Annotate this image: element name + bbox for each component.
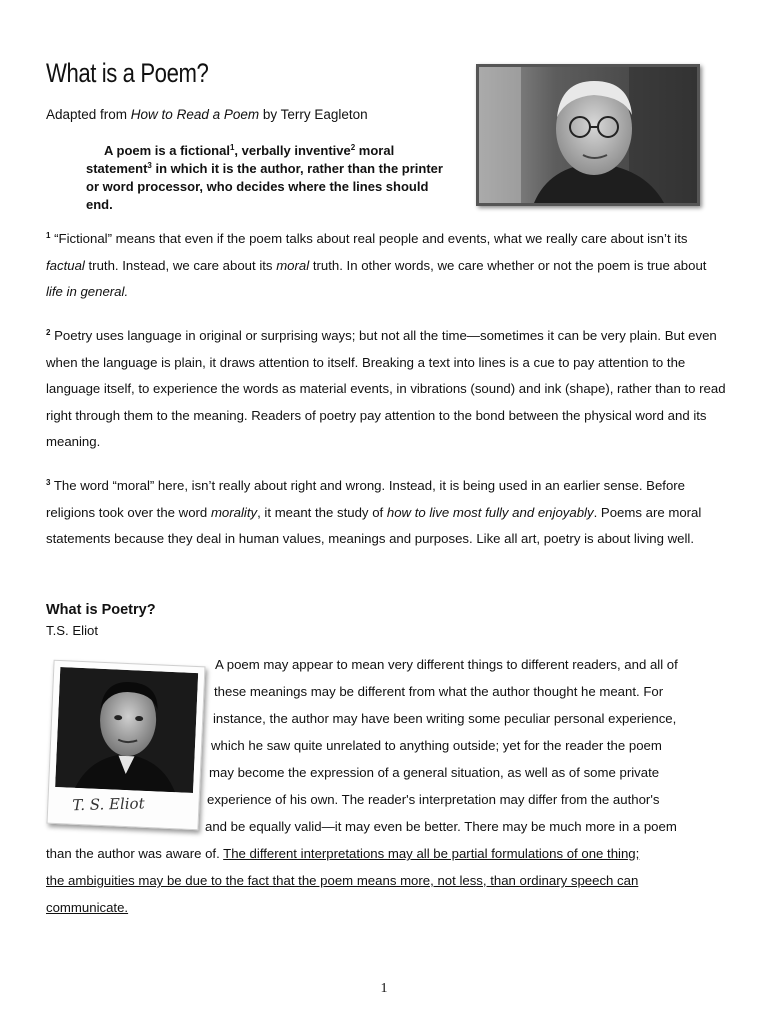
footnote-text: truth. Instead, we care about its <box>84 257 277 273</box>
footnote-emphasis: life in general. <box>46 284 129 300</box>
portrait-image <box>55 667 198 793</box>
source-line <box>46 107 368 122</box>
eliot-line: the ambiguities may be due to the fact that the poem means more, not less, than ordinary speech can <box>46 873 639 888</box>
page-number: 1 <box>380 981 388 996</box>
section-heading: What is Poetry? <box>46 602 156 618</box>
footnote-text: truth. In other words, we care whether or not the poem is true about <box>309 257 707 273</box>
section-author: T.S. Eliot <box>46 623 99 638</box>
footnote-text: Poetry uses language in original or surprising ways; but not all the time—sometimes it can be very plain. But even when the language is plain, it draws attention to itself. Breaking a text into lines is a cue to pay attention to the language itself, to experience the words as material events, in vibrations (sound) and ink (shape), rather than to read right through them to the meaning. Readers of poetry pay attention to the bond between the physical word and its meaning. <box>46 328 726 450</box>
footnote-ref-3: 3 <box>147 161 152 170</box>
quote-part: in which it is the author, rather than the printer or word processor, who decides where the lines should end. <box>86 161 443 212</box>
eliot-line: which he saw quite unrelated to anything outside; yet for the reader the poem <box>211 738 662 753</box>
source-suffix: by Terry Eagleton <box>259 107 368 122</box>
eliot-photo <box>46 660 205 830</box>
source-book-title: How to Read a Poem <box>130 107 260 122</box>
quote-part: A poem is a fictional <box>104 143 230 158</box>
portrait-image <box>479 67 697 203</box>
eliot-line: these meanings may be different from what the author thought he meant. For <box>214 684 664 699</box>
footnote-1 <box>46 226 726 306</box>
footnote-emphasis: how to live most fully and enjoyably <box>386 504 594 520</box>
footnote-emphasis: factual <box>46 257 85 273</box>
eliot-line: may become the expression of a general situation, as well as of some private <box>209 765 660 780</box>
footnote-text: “Fictional” means that even if the poem talks about real people and events, what we really care about isn’t its <box>50 231 688 246</box>
footnote-text: , it meant the study of <box>257 504 387 520</box>
eliot-line: experience of his own. The reader's interpretation may differ from the author's <box>207 792 660 807</box>
source-prefix: Adapted from <box>46 107 131 122</box>
footnote-3 <box>46 473 726 553</box>
footnote-marker: 2 <box>46 328 51 337</box>
eliot-line <box>46 841 639 868</box>
footnote-ref-1: 1 <box>229 143 235 152</box>
quote-part: , verbally inventive <box>234 143 351 158</box>
eliot-line: instance, the author may have been writing some peculiar personal experience, <box>213 711 677 726</box>
page-title: What is a Poem? <box>46 58 209 88</box>
footnote-ref-2: 2 <box>350 143 356 152</box>
footnote-emphasis: morality <box>210 504 258 520</box>
eagleton-photo <box>476 64 700 206</box>
quote-part: moral statement <box>86 143 395 176</box>
eliot-line: A poem may appear to mean very different things to different readers, and all of <box>215 657 678 672</box>
eliot-text-plain: than the author was aware of. <box>46 846 224 861</box>
eliot-line: communicate. <box>46 900 129 915</box>
footnote-marker: 3 <box>46 478 51 487</box>
footnote-text: The word “moral” here, isn’t really about right and wrong. Instead, it is being used in an earlier sense. Before religions took over the word <box>46 478 686 520</box>
eliot-line: and be equally valid—it may even be better. There may be much more in a poem <box>205 819 677 834</box>
footnote-2 <box>46 323 726 456</box>
footnote-marker: 1 <box>46 231 51 240</box>
eliot-text-underlined: The different interpretations may all be partial formulations of one thing; <box>223 846 640 861</box>
footnote-text: . Poems are moral statements because they deal in human values, meanings and purposes. Like all art, poetry is about living well. <box>46 504 702 547</box>
photo-signature: T. S. Eliot <box>72 794 145 815</box>
definition-quote <box>86 142 458 214</box>
footnote-emphasis: moral <box>276 257 310 273</box>
